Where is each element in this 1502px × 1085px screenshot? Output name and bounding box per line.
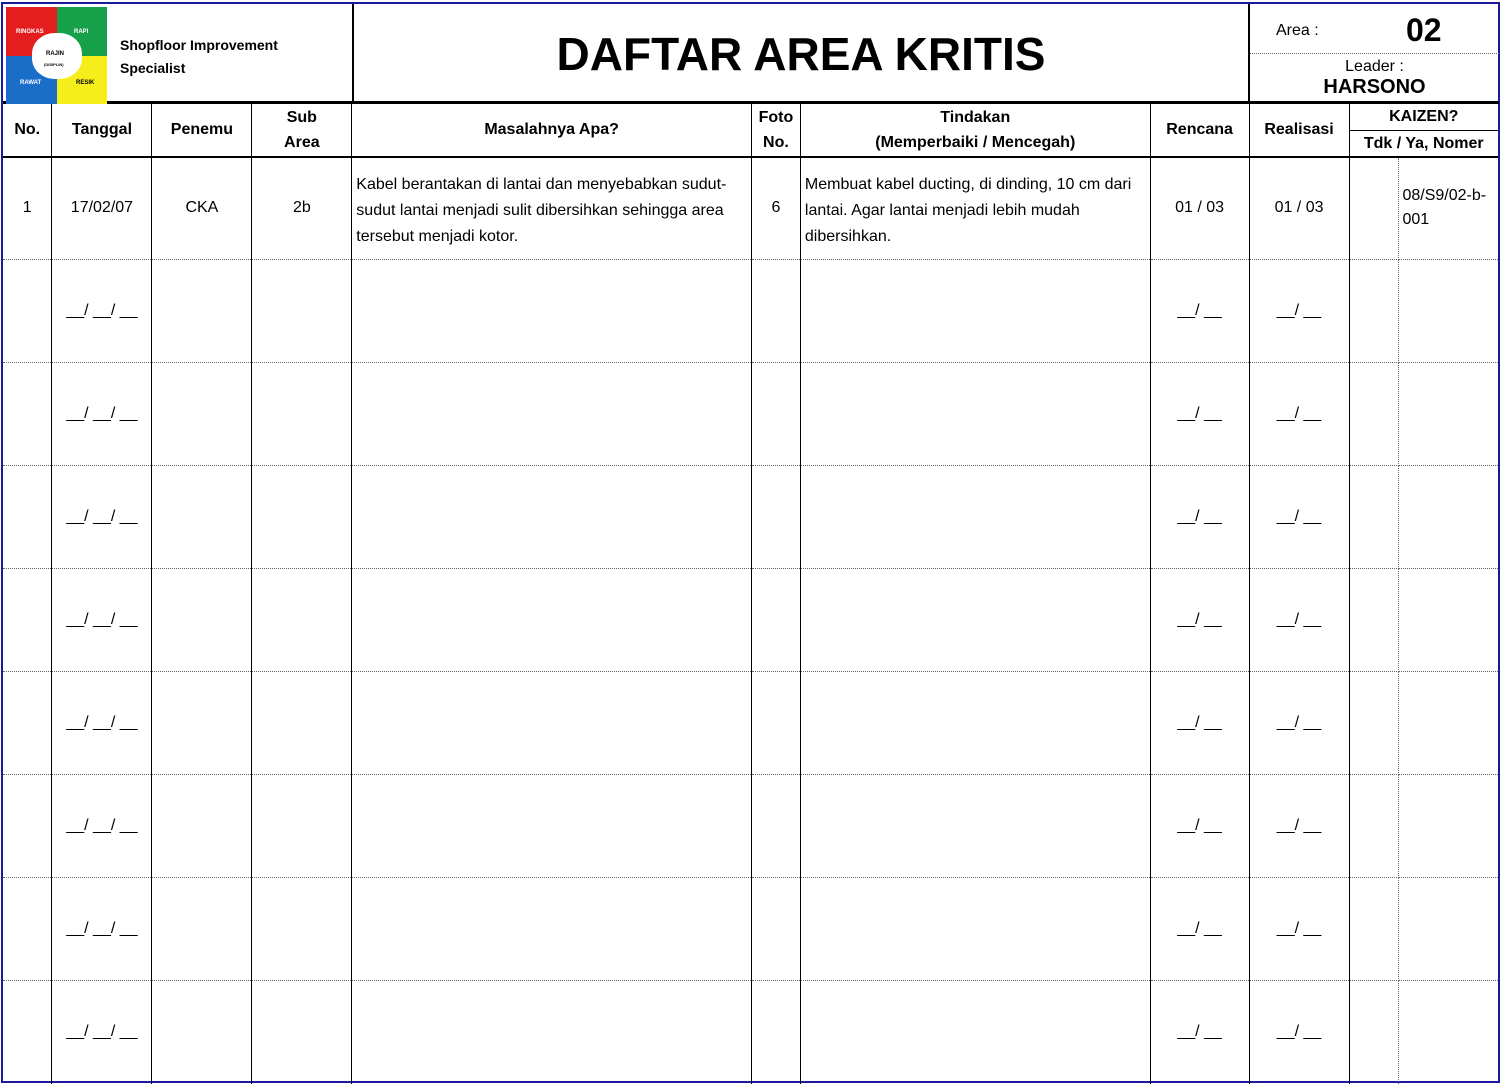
logo-text: RINGKAS: [16, 29, 44, 35]
col-realisasi: Realisasi: [1249, 104, 1349, 157]
area-label: Area :: [1276, 22, 1319, 39]
col-label: (Memperbaiki / Mencegah): [875, 133, 1076, 151]
cell-tanggal[interactable]: __/ __/ __: [52, 775, 152, 878]
cell-penemu[interactable]: [152, 672, 252, 775]
cell-rencana[interactable]: __/ __: [1150, 878, 1249, 981]
cell-penemu[interactable]: [152, 878, 252, 981]
cell-penemu[interactable]: [152, 363, 252, 466]
col-foto: [751, 104, 800, 157]
cell-sub-area[interactable]: [252, 260, 352, 363]
cell-rencana[interactable]: __/ __: [1150, 672, 1249, 775]
cell-kaizen-tdk[interactable]: [1349, 466, 1399, 569]
cell-tindakan[interactable]: [800, 981, 1150, 1084]
cell-tindakan[interactable]: [800, 569, 1150, 672]
col-no: No.: [3, 104, 52, 157]
form-header: [3, 4, 1499, 104]
logo-text: RAPI: [74, 29, 89, 35]
cell-foto[interactable]: [751, 569, 800, 672]
critical-area-table: [3, 104, 1498, 1084]
cell-realisasi[interactable]: __/ __: [1249, 878, 1349, 981]
cell-kaizen-tdk[interactable]: [1349, 569, 1399, 672]
table-row: [3, 569, 1498, 672]
cell-realisasi[interactable]: __/ __: [1249, 569, 1349, 672]
logo-text: RAJIN: [46, 51, 65, 57]
logo-text: (DISIPLIN): [44, 62, 64, 67]
cell-masalah[interactable]: Kabel berantakan di lantai dan menyebabkan sudut-sudut lantai menjadi sulit dibersihkan sehingga area tersebut menjadi kotor.: [352, 157, 752, 260]
form-frame: [1, 2, 1500, 1083]
cell-kaizen-tdk[interactable]: [1349, 775, 1399, 878]
cell-sub-area[interactable]: [252, 569, 352, 672]
brand-name: [120, 34, 278, 80]
cell-kaizen-nomer[interactable]: [1399, 672, 1498, 775]
cell-tanggal[interactable]: __/ __/ __: [52, 569, 152, 672]
cell-masalah[interactable]: [352, 260, 752, 363]
col-label: Area: [284, 133, 320, 151]
cell-tindakan[interactable]: [800, 363, 1150, 466]
cell-kaizen-nomer[interactable]: 08/S9/02-b-001: [1399, 157, 1498, 260]
cell-no[interactable]: 1: [3, 157, 52, 260]
cell-kaizen-nomer[interactable]: [1399, 775, 1498, 878]
cell-tanggal[interactable]: __/ __/ __: [52, 260, 152, 363]
col-tindakan: [800, 104, 1150, 157]
col-tanggal: Tanggal: [52, 104, 152, 157]
cell-tanggal[interactable]: __/ __/ __: [52, 466, 152, 569]
cell-no[interactable]: [3, 672, 52, 775]
cell-realisasi[interactable]: __/ __: [1249, 363, 1349, 466]
col-sub-area: [252, 104, 352, 157]
cell-foto[interactable]: [751, 260, 800, 363]
cell-penemu[interactable]: [152, 775, 252, 878]
cell-tindakan[interactable]: [800, 878, 1150, 981]
area-value: 02: [1406, 12, 1442, 48]
cell-no[interactable]: [3, 569, 52, 672]
cell-no[interactable]: [3, 775, 52, 878]
cell-tindakan[interactable]: Membuat kabel ducting, di dinding, 10 cm dari lantai. Agar lantai menjadi lebih mudah dibersihkan.: [800, 157, 1150, 260]
table-row: [3, 466, 1498, 569]
cell-foto[interactable]: [751, 775, 800, 878]
5s-puzzle-logo: [6, 7, 107, 104]
cell-masalah[interactable]: [352, 363, 752, 466]
cell-realisasi[interactable]: __/ __: [1249, 775, 1349, 878]
cell-realisasi[interactable]: __/ __: [1249, 981, 1349, 1084]
col-rencana: Rencana: [1150, 104, 1249, 157]
leader-value: HARSONO: [1323, 76, 1426, 98]
table-row: [3, 672, 1498, 775]
cell-kaizen-nomer[interactable]: [1399, 466, 1498, 569]
logo-text: RESIK: [76, 80, 95, 86]
cell-foto[interactable]: [751, 878, 800, 981]
cell-kaizen-tdk[interactable]: [1349, 363, 1399, 466]
col-label: Tindakan: [940, 108, 1011, 126]
cell-foto[interactable]: 6: [751, 157, 800, 260]
cell-rencana[interactable]: __/ __: [1150, 981, 1249, 1084]
col-masalah: Masalahnya Apa?: [352, 104, 752, 157]
col-penemu: Penemu: [152, 104, 252, 157]
cell-no[interactable]: [3, 466, 52, 569]
cell-rencana[interactable]: __/ __: [1150, 466, 1249, 569]
brand-line: Specialist: [120, 60, 186, 76]
cell-tanggal[interactable]: __/ __/ __: [52, 981, 152, 1084]
cell-realisasi[interactable]: __/ __: [1249, 466, 1349, 569]
cell-rencana[interactable]: __/ __: [1150, 363, 1249, 466]
cell-tanggal[interactable]: __/ __/ __: [52, 878, 152, 981]
cell-rencana[interactable]: __/ __: [1150, 260, 1249, 363]
col-kaizen-sub: Tdk / Ya, Nomer: [1349, 130, 1498, 157]
cell-no[interactable]: [3, 363, 52, 466]
cell-sub-area[interactable]: [252, 981, 352, 1084]
cell-penemu[interactable]: [152, 981, 252, 1084]
cell-masalah[interactable]: [352, 466, 752, 569]
table-row: [3, 981, 1498, 1084]
cell-sub-area[interactable]: [252, 672, 352, 775]
cell-rencana[interactable]: 01 / 03: [1150, 157, 1249, 260]
cell-masalah[interactable]: [352, 775, 752, 878]
cell-foto[interactable]: [751, 466, 800, 569]
col-label: Sub: [286, 108, 317, 126]
table-row: [3, 260, 1498, 363]
leader-label: Leader :: [1345, 58, 1404, 75]
cell-kaizen-nomer[interactable]: [1399, 363, 1498, 466]
cell-realisasi[interactable]: __/ __: [1249, 672, 1349, 775]
table-row: [3, 157, 1498, 260]
cell-tanggal[interactable]: 17/02/07: [52, 157, 152, 260]
table-row: [3, 363, 1498, 466]
cell-tanggal[interactable]: __/ __/ __: [52, 363, 152, 466]
page-title: DAFTAR AREA KRITIS: [352, 4, 1250, 104]
table-row: [3, 775, 1498, 878]
cell-penemu[interactable]: CKA: [152, 157, 252, 260]
cell-masalah[interactable]: [352, 878, 752, 981]
cell-tindakan[interactable]: [800, 775, 1150, 878]
cell-rencana[interactable]: __/ __: [1150, 569, 1249, 672]
cell-kaizen-tdk[interactable]: [1349, 672, 1399, 775]
cell-foto[interactable]: [751, 672, 800, 775]
cell-kaizen-nomer[interactable]: [1399, 878, 1498, 981]
cell-kaizen-nomer[interactable]: [1399, 260, 1498, 363]
cell-realisasi[interactable]: 01 / 03: [1249, 157, 1349, 260]
col-kaizen: KAIZEN?: [1349, 104, 1498, 130]
cell-foto[interactable]: [751, 363, 800, 466]
cell-penemu[interactable]: [152, 569, 252, 672]
cell-penemu[interactable]: [152, 466, 252, 569]
cell-masalah[interactable]: [352, 569, 752, 672]
cell-realisasi[interactable]: __/ __: [1249, 260, 1349, 363]
cell-kaizen-tdk[interactable]: [1349, 878, 1399, 981]
cell-tindakan[interactable]: [800, 260, 1150, 363]
brand-line: Shopfloor Improvement: [120, 37, 278, 53]
cell-sub-area[interactable]: 2b: [252, 157, 352, 260]
cell-sub-area[interactable]: [252, 466, 352, 569]
cell-no[interactable]: [3, 981, 52, 1084]
cell-sub-area[interactable]: [252, 363, 352, 466]
cell-penemu[interactable]: [152, 260, 252, 363]
cell-foto[interactable]: [751, 981, 800, 1084]
cell-no[interactable]: [3, 260, 52, 363]
col-label: No.: [763, 133, 789, 151]
cell-sub-area[interactable]: [252, 775, 352, 878]
table-row: [3, 878, 1498, 981]
cell-kaizen-tdk[interactable]: [1349, 981, 1399, 1084]
col-label: Foto: [758, 108, 794, 126]
cell-kaizen-nomer[interactable]: [1399, 569, 1498, 672]
logo-text: RAWAT: [20, 80, 42, 86]
cell-kaizen-tdk[interactable]: [1349, 157, 1399, 260]
cell-tindakan[interactable]: [800, 672, 1150, 775]
cell-no[interactable]: [3, 878, 52, 981]
cell-tindakan[interactable]: [800, 466, 1150, 569]
cell-kaizen-tdk[interactable]: [1349, 260, 1399, 363]
cell-tanggal[interactable]: __/ __/ __: [52, 672, 152, 775]
cell-kaizen-nomer[interactable]: [1399, 981, 1498, 1084]
cell-sub-area[interactable]: [252, 878, 352, 981]
cell-masalah[interactable]: [352, 981, 752, 1084]
cell-masalah[interactable]: [352, 672, 752, 775]
area-info: [1250, 4, 1499, 104]
cell-rencana[interactable]: __/ __: [1150, 775, 1249, 878]
